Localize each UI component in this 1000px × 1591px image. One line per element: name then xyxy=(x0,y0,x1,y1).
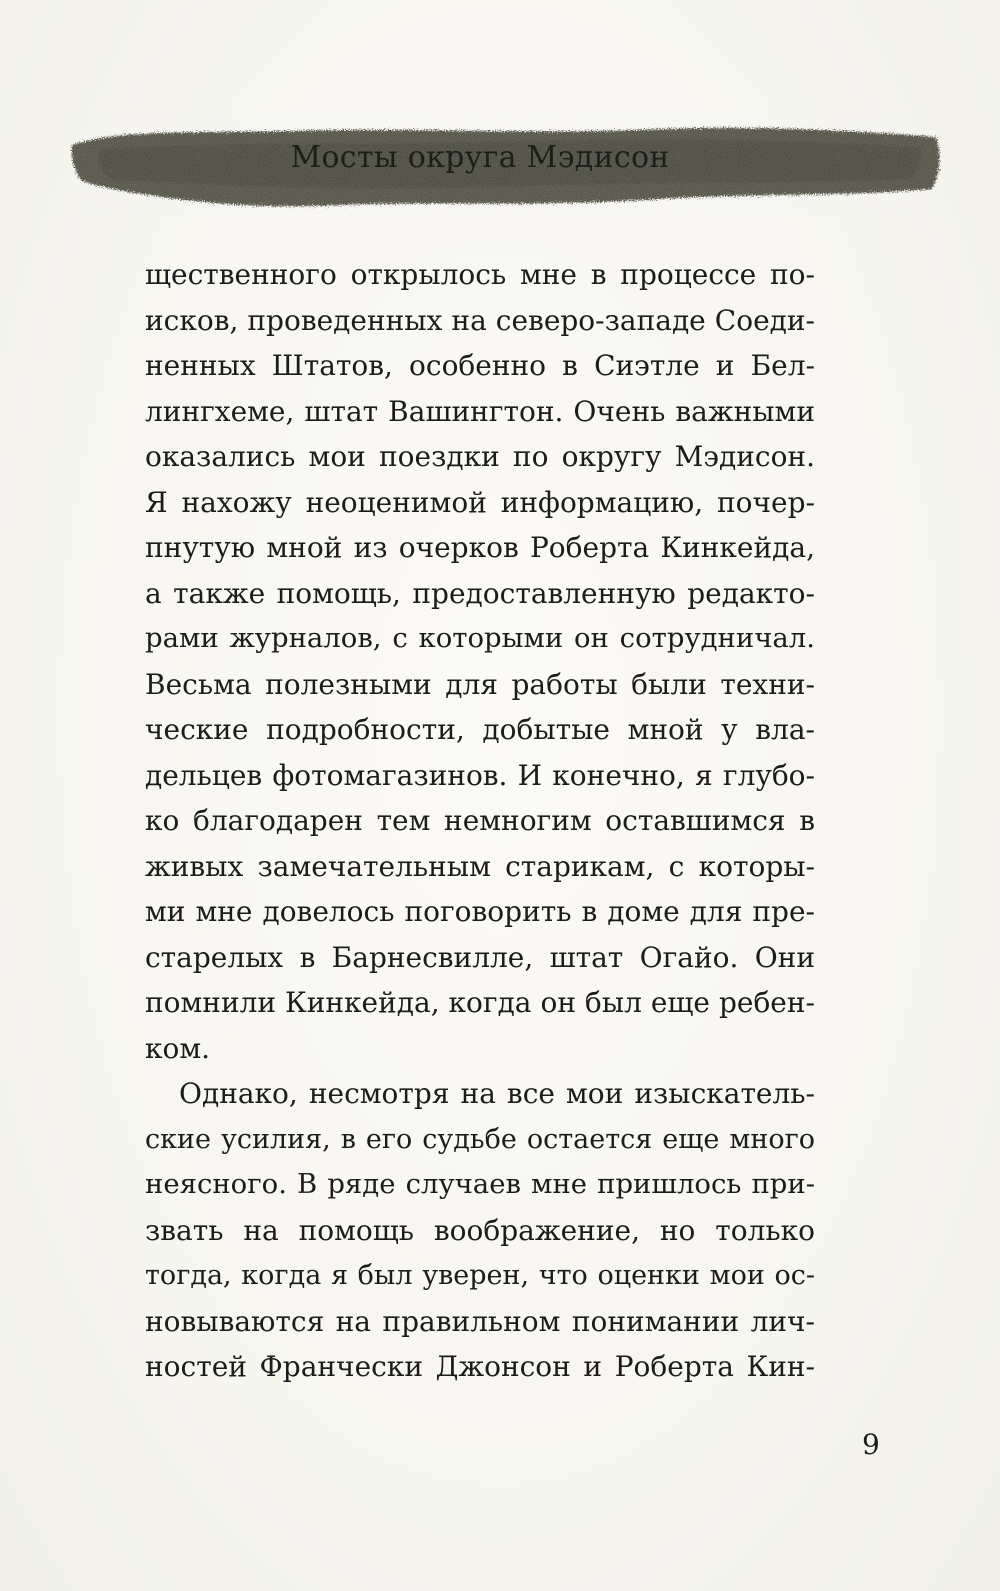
text-line: живых замечательным старикам, с которы- xyxy=(145,849,815,883)
paragraph xyxy=(145,252,815,1071)
text-line: Весьма полезными для работы были техни- xyxy=(145,667,815,701)
text-line: щественного открылось мне в процессе по- xyxy=(145,258,815,291)
text-line: рами журналов, с которыми он сотрудничал. xyxy=(145,622,815,654)
text-line: оказались мои поездки по округу Мэдисон. xyxy=(145,440,815,473)
text-line: дельцев фотомагазинов. И конечно, я глубо- xyxy=(145,758,815,792)
page-number: 9 xyxy=(862,1428,880,1461)
running-title: Мосты округа Мэдисон xyxy=(290,140,670,175)
text-line: новываются на правильном понимании лич- xyxy=(145,1304,815,1338)
text-line: помнили Кинкейда, когда он был еще ребен- xyxy=(145,986,815,1019)
text-line: тогда, когда я был уверен, что оценки мои ос- xyxy=(145,1260,815,1291)
paragraph xyxy=(145,1071,815,1390)
text-line: ко благодарен тем немногим оставшимся в xyxy=(145,804,815,837)
text-line: ми мне довелось поговорить в доме для пре- xyxy=(145,895,815,928)
text-line: ностей Франчески Джонсон и Роберта Кин- xyxy=(145,1350,815,1383)
text-line: пнутую мной из очерков Роберта Кинкейда, xyxy=(145,531,815,564)
text-line: ские усилия, в его судьбе остается еще много xyxy=(145,1123,815,1155)
text-line: Я нахожу неоценимой информацию, почер- xyxy=(145,485,815,519)
body-text xyxy=(145,252,815,1390)
text-line: а также помощь, предоставленную редакто- xyxy=(145,576,815,610)
text-line: Однако, несмотря на все мои изыскатель- xyxy=(179,1077,815,1110)
text-line: лингхеме, штат Вашингтон. Очень важными xyxy=(145,394,815,428)
text-line: ческие подробности, добытые мной у вла- xyxy=(145,713,815,746)
text-line: ненных Штатов, особенно в Сиэтле и Бел- xyxy=(145,349,815,382)
text-line: старелых в Барнесвилле, штат Огайо. Они xyxy=(145,940,815,974)
text-line: исков, проведенных на северо-западе Соеди- xyxy=(145,303,815,337)
text-line: ком. xyxy=(145,1031,211,1065)
text-line: звать на помощь воображение, но только xyxy=(145,1213,815,1247)
text-line: неясного. В ряде случаев мне пришлось при- xyxy=(145,1168,815,1200)
